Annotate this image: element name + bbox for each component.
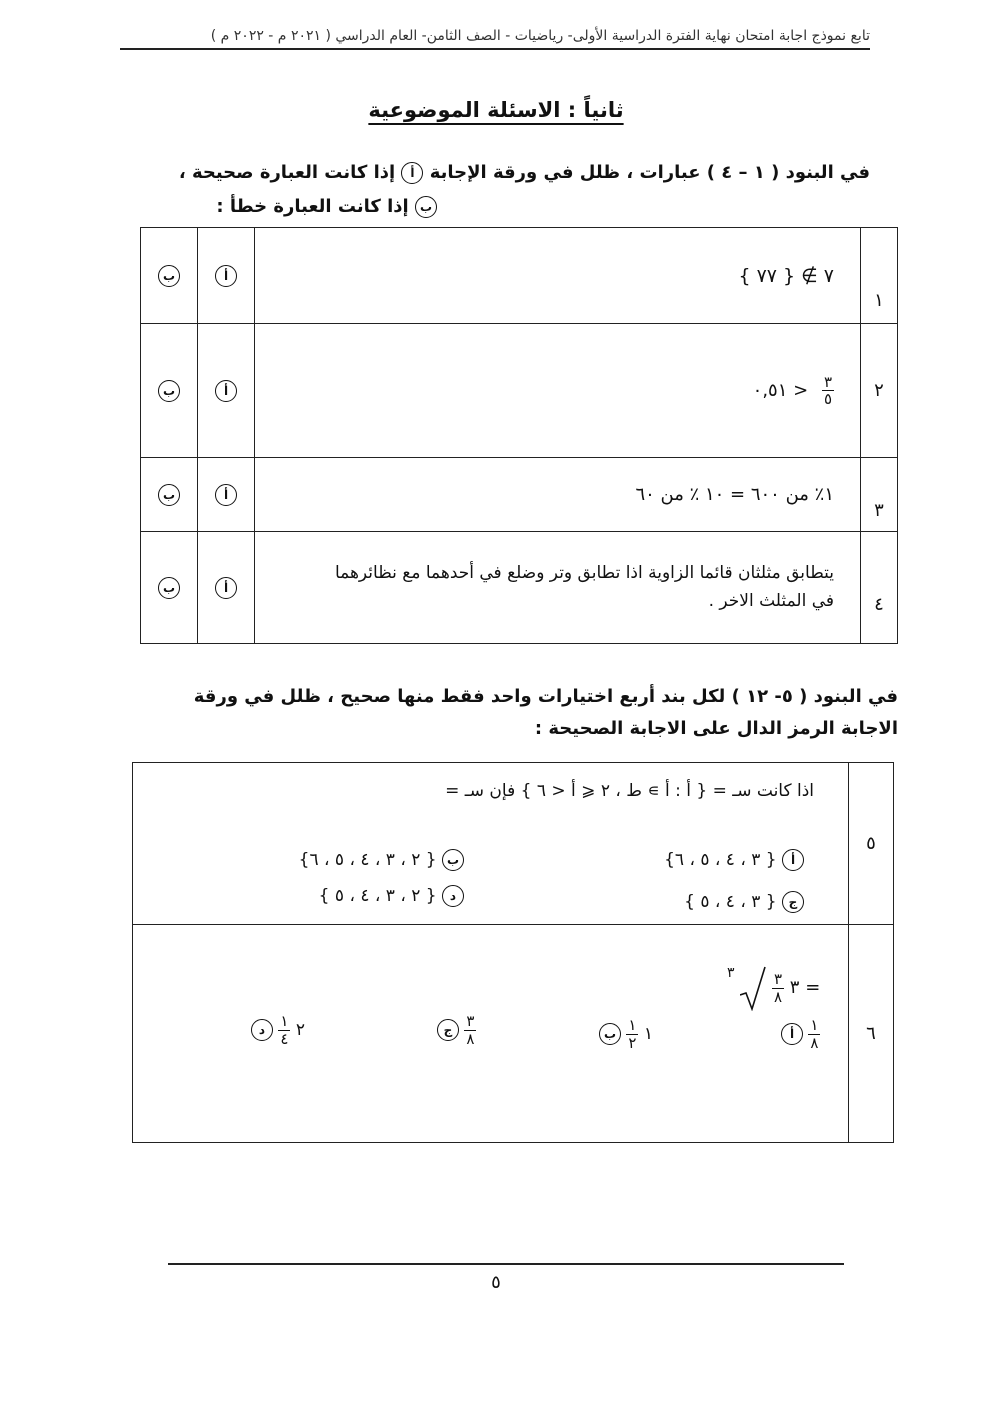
table-row — [141, 228, 898, 324]
option-a-bubble[interactable]: أ — [215, 265, 237, 287]
option-b-bubble[interactable]: ب — [158, 380, 180, 402]
symbol-a-circle: أ — [401, 162, 423, 184]
option-c[interactable]: ج { ٣ ، ٤ ، ٥ } — [684, 891, 804, 913]
option-a-bubble[interactable]: أ — [215, 380, 237, 402]
item-number: ٦ — [849, 925, 894, 1143]
tf-instructions-line2: ب إذا كانت العبارة خطأ : — [37, 196, 437, 218]
mc-instructions-line2: الاجابة الرمز الدال على الاجابة الصحيحة : — [534, 718, 898, 739]
fraction: $\frac{٣}{٥}$ — [823, 372, 832, 408]
table-row — [141, 324, 898, 458]
item-statement: ١٪ من ٦٠٠ = ١٠ ٪ من ٦٠ — [255, 458, 861, 532]
item-number: ١ — [861, 228, 898, 324]
page-header: تابع نموذج اجابة امتحان نهاية الفترة الدراسية الأولى- رياضيات - الصف الثامن- العام الدراسي ( ٢٠٢١ م - ٢٠٢٢ م ) — [120, 28, 870, 50]
table-row — [133, 925, 894, 1143]
option-d-bubble[interactable]: د — [442, 885, 464, 907]
item-body — [133, 925, 849, 1143]
option-b-bubble[interactable]: ب — [158, 265, 180, 287]
table-row — [141, 532, 898, 644]
option-c-bubble[interactable]: ج — [437, 1019, 459, 1041]
table-row — [133, 763, 894, 925]
item-number: ٢ — [861, 324, 898, 458]
question-expression: = ٣ $\frac{٣}{٨}$ $^٣$ — [731, 965, 830, 1011]
option-a-bubble[interactable]: أ — [781, 1023, 803, 1045]
tf-instructions-line1: في البنود ( ١ – ٤ ) عبارات ، ظلل في ورقة الإجابة أ إذا كانت العبارة صحيحة ، — [178, 162, 870, 183]
option-c-bubble[interactable]: ج — [782, 891, 804, 913]
footer-divider — [168, 1263, 844, 1265]
item-number: ٤ — [861, 532, 898, 644]
option-d[interactable]: ٢ $\frac{١}{٤}$ د — [241, 1013, 305, 1047]
option-b-bubble[interactable]: ب — [442, 849, 464, 871]
section-title: ثانياً : الاسئلة الموضوعية — [368, 98, 624, 122]
option-a[interactable]: $\frac{١}{٨}$ أ — [767, 1017, 820, 1051]
option-b[interactable]: ١ $\frac{١}{٢}$ ب — [585, 1017, 653, 1051]
option-b-bubble[interactable]: ب — [599, 1023, 621, 1045]
item-statement: ٧ ∌ { ٧٧ } — [255, 228, 861, 324]
option-a[interactable]: أ { ٣ ، ٤ ، ٥ ، ٦} — [664, 849, 804, 871]
option-a-bubble[interactable]: أ — [215, 577, 237, 599]
mc-instructions-line1: في البنود ( ٥- ١٢ ) لكل بند أربع اختيارات واحد فقط منها صحيح ، ظلل في ورقة — [193, 686, 898, 707]
option-b[interactable]: ب { ٢ ، ٣ ، ٤ ، ٥ ، ٦} — [299, 849, 464, 871]
option-d[interactable]: د { ٢ ، ٣ ، ٤ ، ٥ } — [319, 885, 464, 907]
page-number: ٥ — [491, 1272, 501, 1293]
option-a-bubble[interactable]: أ — [782, 849, 804, 871]
item-statement: $\frac{٣}{٥}$ < ٠,٥١ — [255, 324, 861, 458]
option-c[interactable]: $\frac{٣}{٨}$ ج — [429, 1013, 476, 1047]
option-a-bubble[interactable]: أ — [215, 484, 237, 506]
multiple-choice-table — [132, 762, 894, 1143]
symbol-b-circle: ب — [415, 196, 437, 218]
item-number: ٣ — [861, 458, 898, 532]
option-d-bubble[interactable]: د — [251, 1019, 273, 1041]
table-row — [141, 458, 898, 532]
root-sign-icon — [740, 965, 766, 1011]
option-b-bubble[interactable]: ب — [158, 484, 180, 506]
fraction: $\frac{٣}{٨}$ — [774, 970, 783, 1006]
option-b-bubble[interactable]: ب — [158, 577, 180, 599]
question-text: اذا كانت سـ = { أ : أ ∍ ط ، ٢ ⩽ أ < ٦ } فإن سـ = — [445, 781, 814, 801]
item-body — [133, 763, 849, 925]
true-false-table — [140, 227, 898, 644]
item-statement: يتطابق مثلثان قائما الزاوية اذا تطابق وتر وضلع في أحدهما مع نظائرهما في المثلث الاخر . — [255, 532, 861, 644]
item-number: ٥ — [849, 763, 894, 925]
